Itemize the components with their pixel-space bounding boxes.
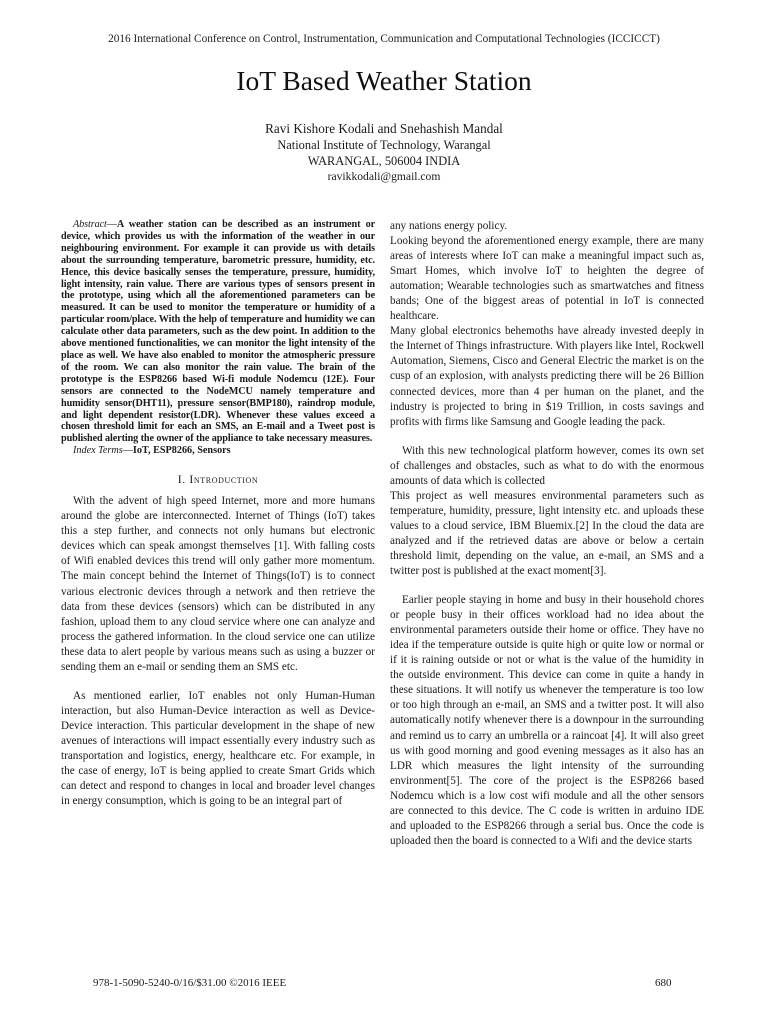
abstract-dash: — [106, 219, 117, 230]
intro-paragraph-4: Many global electronics behemoths have already invested deeply in the Internet of Things infrastructure. With players like Intel, Rockwell Automation, Siemens, Cisco and General Electric the market is on the cusp of an explosion, with analysts predicting there will be 26 Billion connected devices, more than 4 per human on the planet, and the industry is projected to bring in $19 Trillion, in costs savings and profits with firms like Samsung and Google leading the pack. [390, 325, 704, 428]
paragraph-gap [390, 579, 704, 593]
intro-paragraph-6: This project as well measures environmental parameters such as temperature, humidity, pressure, light intensity etc. and uploads these values to a cloud service, IBM Bluemix.[2] In the cloud the data are analyzed and if the retrieved datas are above or below a certain threshold limit, depending on the value, an e-mail, an SMS and a twitter post is published at the exact moment[3]. [390, 489, 704, 578]
author-block [0, 121, 768, 185]
intro-paragraph-2-continued: any nations energy policy. [390, 220, 508, 232]
author-email: ravikkodali@gmail.com [327, 170, 441, 183]
author-names: Ravi Kishore Kodali and Snehashish Mandal [265, 121, 503, 136]
abstract-text: A weather station can be described as an instrument or device, which provides us with the information of the weather in our neighbouring environment. For example it can provide us with details about the surrounding temperature, barometric pressure, humidity, etc. Hence, this device basically senses the temperature, pressure, humidity, light intensity, rain value. There are various types of sensors present in the prototype, using which all the aforementioned parameters can be measured. It can be used to monitor the temperature or humidity of a particular room/place. With the help of temperature and humidity we can calculate other data parameters, such as the dew point. In addition to the above mentioned functionalities, we can monitor the light intensity of the place as well. We have also enabled to monitor the atmospheric pressure of the room. We can also monitor the rain value. The brain of the prototype is the ESP8266 based Wi-fi module Nodemcu (12E). Four sensors are connected to the NodeMCU namely temperature and humidity sensor(DHT11), pressure sensor(BMP180), raindrop module, and light dependent resistor(LDR). Whenever these values exceed a chosen threshold limit for each an SMS, an E-mail and a Tweet post is published alerting the owner of the appliance to take necessary measures. [61, 219, 375, 445]
left-column [61, 219, 375, 809]
section-heading-introduction: I. Introduction [177, 472, 259, 487]
conference-header: 2016 International Conference on Control, Instrumentation, Communication and Computational Technologies (ICCICCT) [108, 33, 660, 45]
abstract-lead: Abstract [73, 219, 107, 230]
intro-paragraph-1: With the advent of high speed Internet, more and more humans around the globe are interconnected. Internet of Things (IoT) takes this a step further, and connects not only humans but electronic devices which can speak amongst themselves [1]. With falling costs of Wifi enabled devices this trend will only gather more momentum. The main concept behind the Internet of Things(IoT) is to connect various electronic devices through a network and then retrieve the data from these devices (sensors) which can be distributed in any fashion, upload them to any cloud service where one can analyze and process the gathered information. In the cloud service one can utilize these data to alert people by various means such as using a buzzer or sending them an e-mail or sending them an SMS etc. [61, 495, 375, 673]
intro-paragraph-5: With this new technological platform however, comes its own set of challenges and obstacles, such as what to do with the enormous amounts of data which is collected [390, 444, 704, 487]
paper-title: IoT Based Weather Station [236, 65, 532, 96]
index-terms-text: IoT, ESP8266, Sensors [132, 445, 231, 457]
intro-paragraph-2: As mentioned earlier, IoT enables not only Human-Human interaction, but also Human-Device interaction as well as Device-Device interaction. This particular development in the shape of new avenues of interactions will impact essentially every industry such as transportation and logistics, energy, healthcare etc. For example, in the case of energy, IoT is being applied to create Smart Grids which can detect and respond to changes in local and broader level changes in energy consumption, which is going to be an integral part of [61, 689, 375, 808]
footer-isbn: 978-1-5090-5240-0/16/$31.00 ©2016 IEEE [93, 977, 287, 989]
right-column [390, 219, 704, 849]
paragraph-gap [390, 430, 704, 444]
index-terms-lead: Index Terms [73, 445, 123, 457]
paragraph-gap [61, 675, 375, 689]
intro-paragraph-3: Looking beyond the aforementioned energy example, there are many areas of interests where IoT can make a meaningful impact such as, Smart Homes, which involve IoT to heighten the degree of automation; Wearable technologies such as smartwatches and fitness bands; One of the biggest areas of potential in IoT is connected healthcare. [390, 235, 704, 323]
index-terms [61, 445, 375, 457]
footer-page-number: 680 [655, 977, 672, 989]
abstract [61, 219, 375, 445]
author-location: WARANGAL, 506004 INDIA [307, 154, 461, 168]
index-terms-dash: — [122, 445, 133, 457]
author-institution: National Institute of Technology, Warangal [277, 138, 491, 152]
intro-paragraph-7: Earlier people staying in home and busy in their household chores or people busy in their offices workload had no idea about the environmental parameters outside their home or office. They have no idea if the temperature outside is quite high or quite low or normal or if it is raining outside or not or what is the value of the humidity in the outside environment. This device can come in quite a handy in these situations. It will notify us whenever the temperature is too low or too high through an e-mail, an SMS and a twitter post. It will also automatically notify whenever there is a downpour in the surrounding and remind us to carry an umbrella or a raincoat [4]. It will also greet us with good morning and good evening messages as it also has an LDR which measures the light intensity of the surrounding environment[5]. The core of the project is the ESP8266 based Nodemcu which is a low cost wifi module and all the other sensors are connected to this device. The C code is written in arduino IDE and uploaded to the ESP8266 through a serial bus. Once the code is uploaded then the board is connected to a Wifi and the device starts [390, 594, 704, 847]
